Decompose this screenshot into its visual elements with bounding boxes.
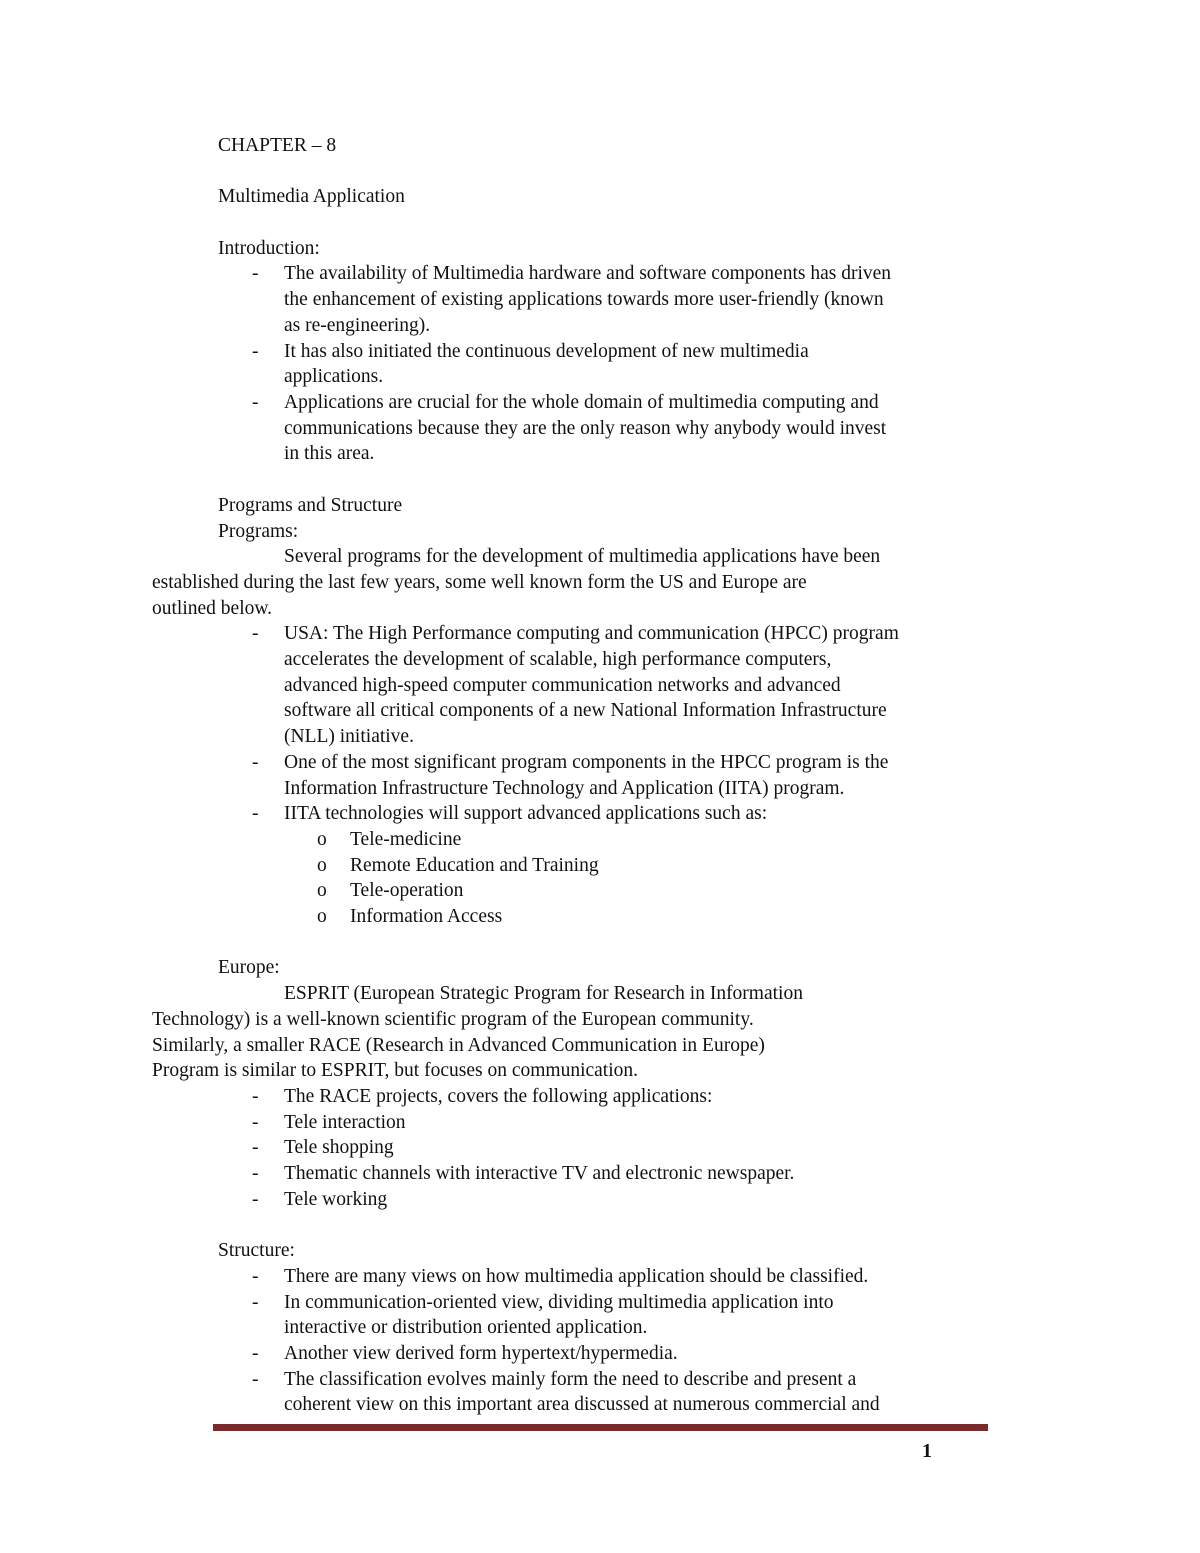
race-bullet-list xyxy=(218,1084,998,1213)
dash-bullet: - xyxy=(252,263,259,285)
sub-list-item-text: Tele-operation xyxy=(350,880,464,902)
page-content xyxy=(152,133,998,1418)
sub-list-item xyxy=(218,904,998,930)
list-item-text: Tele interaction xyxy=(284,1111,406,1133)
o-bullet: o xyxy=(317,906,327,928)
sub-list-item-text: Information Access xyxy=(350,906,503,928)
sub-list-item-text: Remote Education and Training xyxy=(350,854,599,876)
list-item: - It has also initiated the continuous development of new multimedia applications. xyxy=(252,340,809,388)
list-item: - USA: The High Performance computing and communication (HPCC) program accelerates the development of scalable, high performance computers, advanced high-speed computer communication networks and advanced software all critical components of a new National Information Infrastructure (NLL) initiative. xyxy=(252,623,899,748)
intro-bullet-list xyxy=(218,261,998,467)
europe-paragraph: ESPRIT (European Strategic Program for Research in Information Technology) is a well-known scientific program of the European community. Similarly, a smaller RACE (Research in Advanced Communication in Europe) Program is similar to ESPRIT, but focuses on communication. xyxy=(152,983,803,1082)
dash-bullet: - xyxy=(252,1188,259,1210)
programs-bullet-list xyxy=(218,621,998,827)
dash-bullet: - xyxy=(252,1137,259,1159)
section-heading-programs-structure: Programs and Structure xyxy=(218,494,403,516)
list-item-text: IITA technologies will support advanced applications such as: xyxy=(284,803,768,825)
list-item xyxy=(218,1084,998,1110)
list-item xyxy=(218,1110,998,1136)
sub-list-item-text: Tele-medicine xyxy=(350,828,462,850)
dash-bullet: - xyxy=(252,751,259,773)
list-item: - The availability of Multimedia hardware and software components has driven the enhancement of existing applications towards more user-friendly (known as re-engineering). xyxy=(252,263,892,336)
document-title: Multimedia Application xyxy=(218,186,405,208)
dash-bullet: - xyxy=(252,1265,259,1287)
dash-bullet: - xyxy=(252,803,259,825)
list-item xyxy=(218,1161,998,1187)
list-item: - One of the most significant program components in the HPCC program is the Information Infrastructure Technology and Application (IITA) program. xyxy=(252,751,889,799)
programs-paragraph: Several programs for the development of multimedia applications have been established during the last few years, some well known form the US and Europe are outlined below. xyxy=(152,546,881,619)
dash-bullet: - xyxy=(252,623,259,645)
list-item-text: There are many views on how multimedia application should be classified. xyxy=(284,1265,869,1287)
iita-applications-list xyxy=(218,827,998,930)
o-bullet: o xyxy=(317,854,327,876)
chapter-heading: CHAPTER – 8 xyxy=(218,135,337,156)
dash-bullet: - xyxy=(252,1291,259,1313)
structure-bullet-list xyxy=(218,1264,998,1418)
list-item-text: The RACE projects, covers the following applications: xyxy=(284,1085,713,1107)
intro-heading: Introduction: xyxy=(218,237,320,259)
structure-heading: Structure: xyxy=(218,1240,295,1262)
sub-list-item xyxy=(218,827,998,853)
programs-heading: Programs: xyxy=(218,520,299,542)
list-item: - Applications are crucial for the whole domain of multimedia computing and communications because they are the only reason why anybody would invest in this area. xyxy=(252,392,887,465)
page-number: 1 xyxy=(922,1440,932,1462)
sub-list-item xyxy=(218,853,998,879)
o-bullet: o xyxy=(317,880,327,902)
dash-bullet: - xyxy=(252,1163,259,1185)
list-item xyxy=(218,1187,998,1213)
list-item: - The classification evolves mainly form the need to describe and present a coherent view on this important area discussed at numerous commercial and xyxy=(252,1368,880,1416)
sub-list-item xyxy=(218,878,998,904)
list-item xyxy=(218,801,998,827)
dash-bullet: - xyxy=(252,1368,259,1390)
list-item-text: Tele shopping xyxy=(284,1137,394,1159)
dash-bullet: - xyxy=(252,1085,259,1107)
list-item-text: Another view derived form hypertext/hypermedia. xyxy=(284,1342,678,1364)
list-item xyxy=(218,1135,998,1161)
dash-bullet: - xyxy=(252,340,259,362)
footer-rule xyxy=(213,1424,988,1431)
dash-bullet: - xyxy=(252,392,259,413)
dash-bullet: - xyxy=(252,1111,259,1133)
list-item xyxy=(218,1264,998,1290)
list-item: - In communication-oriented view, dividing multimedia application into interactive or distribution oriented application. xyxy=(252,1291,834,1339)
europe-heading: Europe: xyxy=(218,957,280,979)
list-item-text: Tele working xyxy=(284,1188,388,1210)
dash-bullet: - xyxy=(252,1342,259,1364)
o-bullet: o xyxy=(317,828,327,850)
list-item-text: Thematic channels with interactive TV and electronic newspaper. xyxy=(284,1163,795,1185)
list-item xyxy=(218,1341,998,1367)
